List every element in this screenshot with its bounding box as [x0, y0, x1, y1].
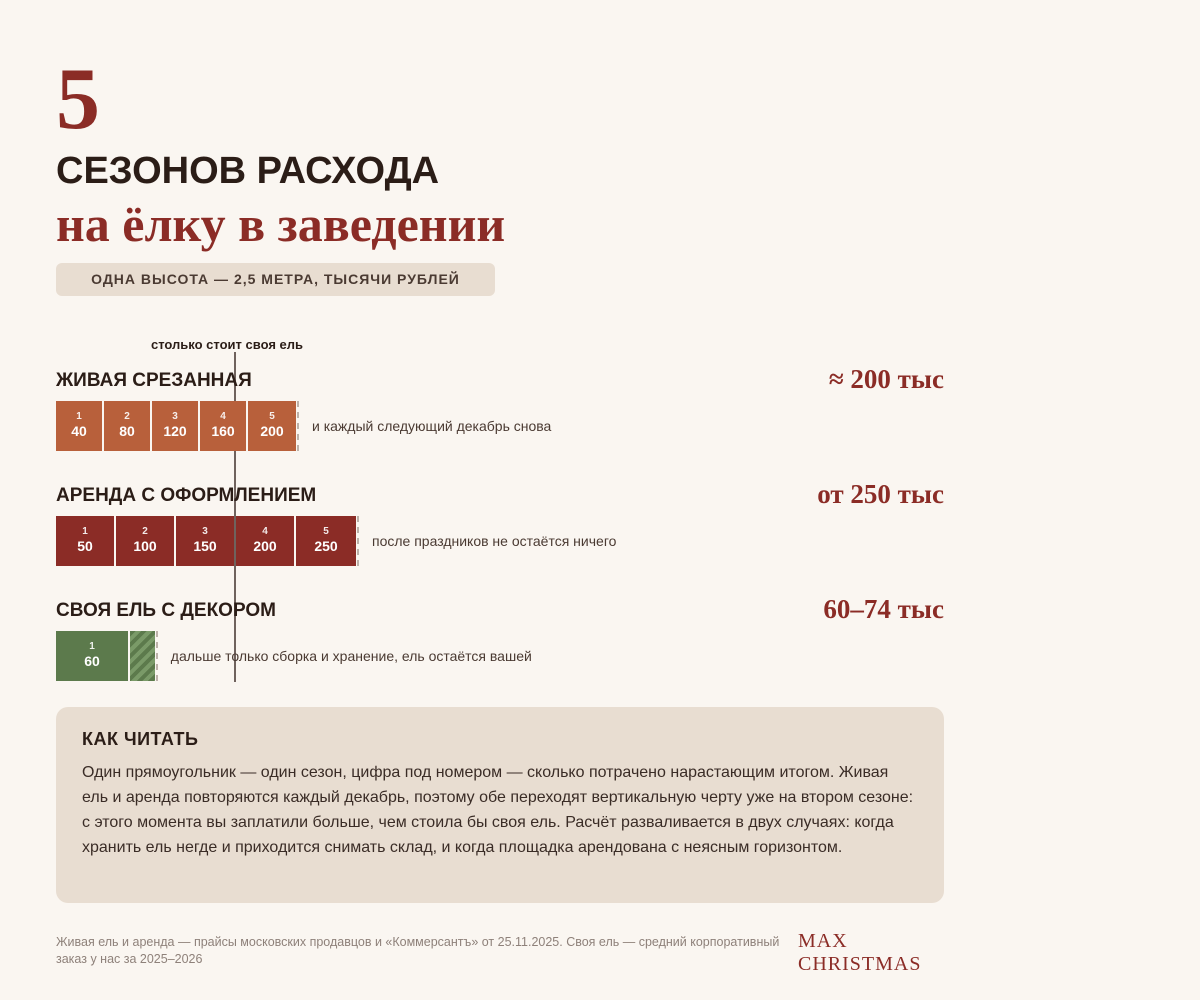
how-to-read-box — [56, 707, 944, 903]
bar-segment — [176, 516, 234, 566]
row-note: дальше только сборка и хранение, ель остаётся вашей — [170, 648, 532, 664]
segment-value: 40 — [71, 423, 87, 439]
row-note: и каждый следующий декабрь снова — [312, 418, 552, 434]
marker-label: столько стоит своя ель — [151, 337, 304, 352]
segment-season: 5 — [269, 411, 275, 422]
bar-end-dash — [156, 631, 158, 681]
bar-segment — [104, 401, 150, 451]
brand-line-2: CHRISTMAS — [798, 953, 922, 975]
segment-value: 160 — [211, 423, 235, 439]
segment-season: 4 — [220, 411, 226, 422]
brand-logo — [798, 930, 921, 976]
segment-season: 2 — [142, 526, 148, 537]
row-total: 60–74 тыс — [823, 594, 944, 624]
segment-value: 200 — [253, 538, 277, 554]
units-badge: ОДНА ВЫСОТА — 2,5 МЕТРА, ТЫСЯЧИ РУБЛЕЙ — [56, 263, 495, 296]
page-title: СЕЗОНОВ РАСХОДА — [56, 150, 440, 192]
row-total: ≈ 200 тыс — [828, 364, 944, 394]
segment-value: 120 — [163, 423, 187, 439]
segment-value: 80 — [119, 423, 135, 439]
how-to-read-body: Один прямоугольник — один сезон, цифра под номером — сколько потрачено нарастающим итогом. Живая ель и аренда повторяются каждый декабрь, поэтому обе переходят вертикальную черту уже на втором сезоне: с этого момента вы заплатили больше, чем стоила бы своя ель. Расчёт разваливается в двух случаях: когда хранить ель негде и приходится снимать склад, и когда площадка арендована с неясным горизонтом. — [82, 764, 914, 856]
segment-season: 3 — [202, 526, 208, 537]
row-total: от 250 тыс — [817, 479, 944, 509]
headline-number: 5 — [56, 51, 100, 148]
row-note: после праздников не остаётся ничего — [372, 533, 617, 549]
bar-segment — [152, 401, 198, 451]
segment-value: 60 — [84, 653, 100, 669]
segment-season: 1 — [76, 411, 82, 422]
how-to-read-title: КАК ЧИТАТЬ — [82, 729, 199, 749]
segment-value: 150 — [193, 538, 217, 554]
bar-segment — [116, 516, 174, 566]
segment-season: 4 — [262, 526, 268, 537]
segment-value: 200 — [260, 423, 284, 439]
segment-value: 250 — [314, 538, 338, 554]
bar-segment — [56, 631, 128, 681]
row-label: ЖИВАЯ СРЕЗАННАЯ — [56, 370, 252, 391]
bar-segment — [248, 401, 296, 451]
bar-end-dash — [297, 401, 299, 451]
bar-end-dash — [357, 516, 359, 566]
segment-season: 3 — [172, 411, 178, 422]
segment-value: 50 — [77, 538, 93, 554]
bar-segment — [56, 401, 102, 451]
bar-segment — [200, 401, 246, 451]
bar-segment — [296, 516, 356, 566]
segment-season: 1 — [82, 526, 88, 537]
row-label: СВОЯ ЕЛЬ С ДЕКОРОМ — [56, 600, 276, 621]
segment-season: 2 — [124, 411, 130, 422]
bar-segment — [236, 516, 294, 566]
segment-season: 1 — [89, 641, 95, 652]
page-subtitle: на ёлку в заведении — [56, 196, 506, 252]
segment-value: 100 — [133, 538, 157, 554]
bar-segment — [56, 516, 114, 566]
brand-line-1: MAX — [798, 930, 848, 952]
row-label: АРЕНДА С ОФОРМЛЕНИЕМ — [56, 485, 317, 506]
source-note: Живая ель и аренда — прайсы московских продавцов и «Коммерсантъ» от 25.11.2025. Своя ель — средний корпоративный заказ у нас за 2025–2026 — [56, 935, 780, 966]
segment-season: 5 — [323, 526, 329, 537]
range-hatch — [130, 631, 155, 681]
